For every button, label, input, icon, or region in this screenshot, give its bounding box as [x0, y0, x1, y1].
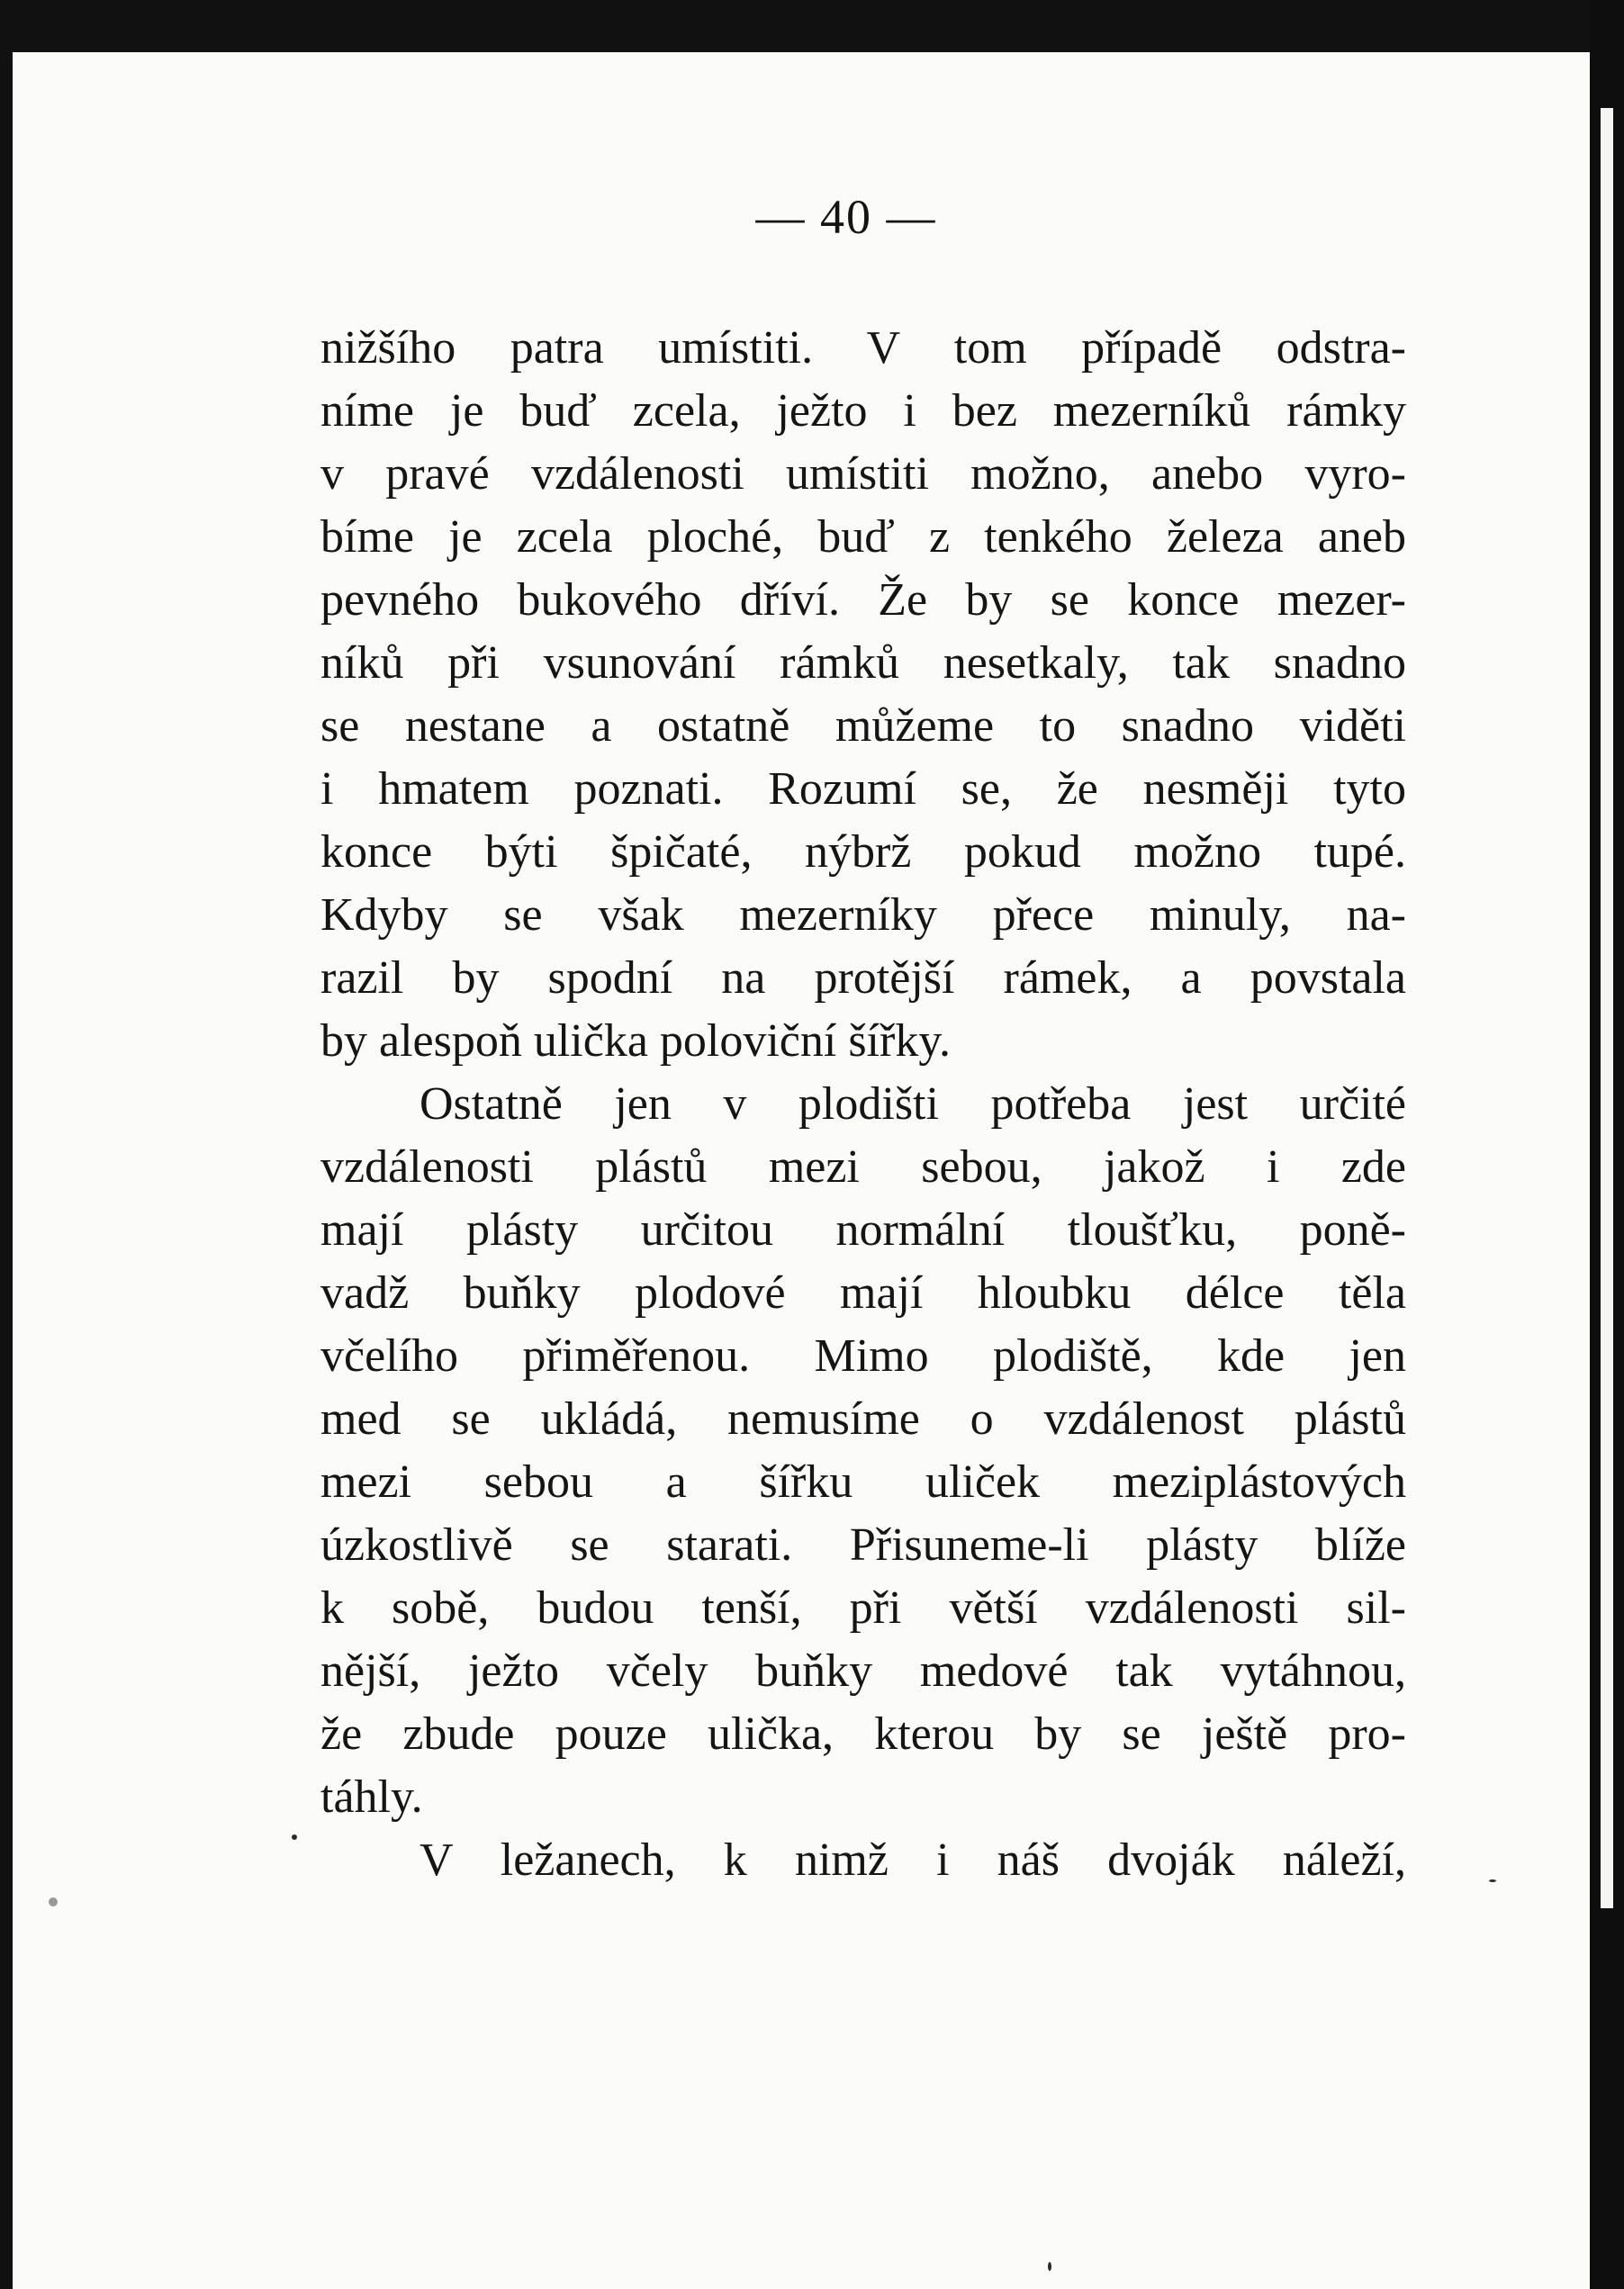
text-line: níme je buď zcela, ježto i bez mezerníků rámky [320, 385, 1406, 437]
text-line: bíme je zcela ploché, buď z tenkého železa aneb [320, 511, 1406, 563]
text-line: že zbude pouze ulička, kterou by se ještě pro- [320, 1708, 1406, 1760]
text-line: i hmatem poznati. Rozumí se, že nesměji tyto [320, 763, 1406, 815]
body-text [320, 317, 1406, 1892]
text-line: v pravé vzdálenosti umístiti možno, anebo vyro- [320, 448, 1406, 500]
text-line: úzkostlivě se starati. Přisuneme-li plásty blíže [320, 1519, 1406, 1571]
text-line: vadž buňky plodové mají hloubku délce těla [320, 1267, 1406, 1319]
ink-speck [49, 1897, 58, 1906]
ink-speck [292, 1834, 297, 1840]
text-line: Ostatně jen v plodišti potřeba jest určité [420, 1078, 1406, 1130]
text-line: táhly. [320, 1771, 423, 1823]
text-line: konce býti špičaté, nýbrž pokud možno tupé. [320, 826, 1406, 878]
text-line: pevného bukového dříví. Že by se konce mezer- [320, 574, 1406, 626]
ink-speck [1489, 1879, 1496, 1882]
ink-speck [1048, 2262, 1051, 2271]
text-line: se nestane a ostatně můžeme to snadno viděti [320, 700, 1406, 752]
text-line: včelího přiměřenou. Mimo plodiště, kde jen [320, 1330, 1406, 1382]
page-edge-strip [1601, 108, 1613, 1908]
text-line: razil by spodní na protější rámek, a povstala [320, 952, 1406, 1004]
text-line: vzdálenosti plástů mezi sebou, jakož i zde [320, 1141, 1406, 1193]
text-line: k sobě, budou tenší, při větší vzdálenosti sil- [320, 1582, 1406, 1634]
text-line: mezi sebou a šířku uliček meziplástových [320, 1456, 1406, 1508]
text-line: by alespoň ulička poloviční šířky. [320, 1015, 951, 1067]
text-line: Kdyby se však mezerníky přece minuly, na- [320, 889, 1406, 941]
text-line: nější, ježto včely buňky medové tak vytáhnou, [320, 1645, 1406, 1697]
text-line: nižšího patra umístiti. V tom případě odstra- [320, 322, 1406, 374]
text-line: V ležanech, k nimž i náš dvoják náleží, [420, 1834, 1406, 1886]
text-line: med se ukládá, nemusíme o vzdálenost plástů [320, 1393, 1406, 1445]
page-number: — 40 — [755, 190, 937, 244]
text-line: mají plásty určitou normální tloušťku, poně- [320, 1204, 1406, 1256]
text-line: níků při vsunování rámků nesetkaly, tak snadno [320, 637, 1406, 689]
